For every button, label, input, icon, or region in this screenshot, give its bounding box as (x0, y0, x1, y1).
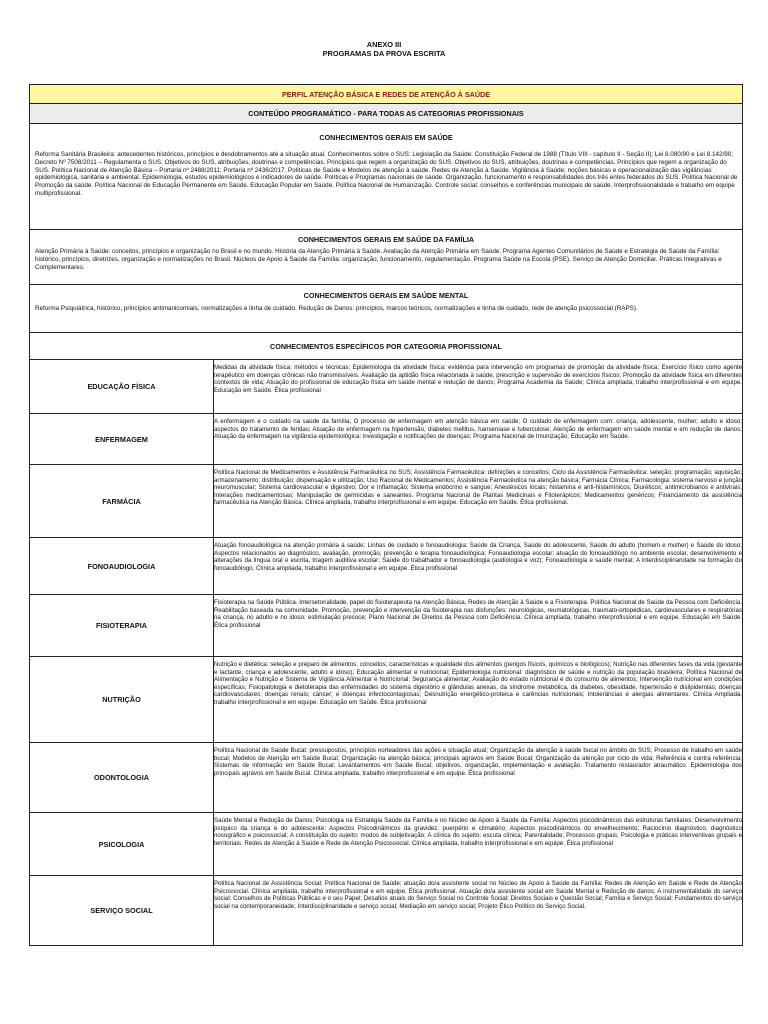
category-text: Nutrição e dietética: seleção e preparo de alimentos; conceitos, características e qualidade dos alimentos (perigos físicos, químicos e biológicos); Nutrição nas diferentes fases da vida (gestante e lactante, criança e adolescente, adulto e idoso); Educação alimentar e nutricional; Epidemiologia nutricional: diagnóstico de saúde e nutrição da população brasileira; Política Nacional de Alimentação e Nutrição e Sistema de Vigilância Alimentar e Nutricional; Segurança alimentar; Avaliação do estado nutricional e do consumo de alimentos; Intervenção nutricional em condições específicas; Fisiopatologia e dietoterapia das enfermidades do sistema digestório e glândulas anexas, da síndrome metabólica, da diabetes, obesidade, hipertensão e dislipidemias; doenças cardiovasculares; doenças renais; câncer; e doenças infectocontagiosas; Desnutrição energético-proteica e carências nutricionais; Intolerâncias e alergias alimentares. Clínica Ampliada, trabalho interprofissional e em equipe. Educação em Saúde. Ética profissional (214, 661, 742, 706)
category-name: FARMÁCIA (30, 465, 214, 538)
annex-label: ANEXO III (366, 40, 402, 49)
category-name: ENFERMAGEM (30, 414, 214, 465)
profile-title: PERFIL ATENÇÃO BÁSICA E REDES DE ATENÇÃO À SAÚDE (30, 85, 743, 104)
category-text: Política Nacional de Saúde Bucal: pressupostos, princípios norteadores das ações e situação atual; Organização da atenção à saúde bucal no âmbito do SUS; Processo de trabalho em saúde bucal; Modelos de Atenção em Saúde Bucal; Organização na atenção básica; principais agravos em Saúde Bucal; Organização da atenção por ciclo de vida; Referência e contra referência; Sistemas de informação em Saúde Bucal; Levantamentos em Saúde Bucal; objetivos, organização, implementação e avaliação. Tratamento restaurador atraumático. Epidemiologia dos principais agravos em Saúde Bucal. Clínica ampliada, trabalho interprofissional e em equipe. Ética profissional (214, 747, 742, 777)
category-description (214, 595, 743, 657)
category-name: PSICOLOGIA (30, 813, 214, 876)
section-title: CONHECIMENTOS GERAIS EM SAÚDE (319, 133, 453, 142)
section-title: CONHECIMENTOS GERAIS EM SAÚDE DA FAMÍLIA (297, 235, 475, 244)
category-text: Política Nacional de Medicamentos e Assistência Farmacêutica no SUS; Assistência Farmacêutica: definições e conceitos; Ciclo da Assistência Farmacêutica: seleção; programação; aquisição; armazenamento; distribuição; dispensação e utilização; Uso Racional de Medicamentos; Assistência Farmacêutica na atenção básica; Farmácia Clínica; Farmacologia: sistema nervoso e junção neuromuscular; Sistema cardiovascular e digestivo; Dor e Inflamação; Sistema endócrino e sangue; Anestésicos locais; histamina e anti-histamínicos; Diuréticos; antimicrobianos e antivirais; Interações medicamentosas; Manipulação de germicidas e saneantes. Programa Nacional de Plantas Medicinais e Fitoterápicos; Medicamentos genéricos; Financiamento da assistência farmacêutica na Atenção Básica. Clínica ampliada, trabalho interprofissional e em equipe. Educação em Saúde. Ética profissional. (214, 469, 742, 507)
category-description (214, 414, 743, 465)
section-text: Reforma Psiquiátrica, histórico, princípios antimanicomiais, normatizações e linha de cuidado. Redução de Danos: princípios, marcos teóricos, normatizações e linha de cuidado, rede de atenção psicossocial (RAPS). (35, 305, 638, 312)
category-description (214, 743, 743, 813)
category-description (214, 538, 743, 595)
category-description (214, 360, 743, 414)
category-name: ODONTOLOGIA (30, 743, 214, 813)
specific-title: CONHECIMENTOS ESPECÍFICOS POR CATEGORIA PROFISSIONAL (30, 333, 743, 360)
section-text: Atenção Primária à Saúde: conceitos, princípios e organização no Brasil e no mundo. História da Atenção Primária à Saúde. Avaliação da Atenção Primária em Saúde. Programa Agentes Comunitários de Saúde e Estratégia de Saúde da Família: histórico, princípios, diretrizes, organização e normatizações no Brasil. Núcleos de Apoio à Saúde da Família: organização, funcionamento, regulamentação. Programa Saúde na Escola (PSE). Serviço de Atenção Domiciliar. Práticas Integrativas e Complementares. (35, 248, 722, 271)
category-name: FONOAUDIOLOGIA (30, 538, 214, 595)
category-text: Saúde Mental e Redução de Danos; Psicologia na Estratégia Saúde da Família e no Núcleo de Apoio à Saúde da Família; Aspectos psicodinâmicos das estruturas familiares; Desenvolvimento psíquico da criança e do adolescente; Aspectos Psicodinâmicos da gravidez, puerpério e climatério; Aspectos psicodinâmicos do envelhecimento; Raciocínio diagnóstico, diagnóstico nosográfico e psicossocial; A constituição do sujeito: modos de subjetivação; A clínica do sujeito: escuta clínica; Parentalidade; Processos grupais; Psicologia e práticas interventivas grupais e territoriais. Redes de Atenção à Saúde e Rede de Atenção Psicossocial. Clínica ampliada, trabalho interprofissional e em equipe. Ética profissional (214, 817, 742, 847)
category-text: A enfermagem e o cuidado na saúde da família; O processo de enfermagem em atenção básica em saúde; O cuidado de enfermagem com: criança, adolescente, mulher, adulto e idoso; aspectos do tratamento de feridas; Atuação de enfermagem na hipertensão, diabetes mellitus, hanseníase e tuberculose; Atenção de enfermagem em saúde mental e em redução de danos; Atuação da enfermagem na vigilância epidemiológica: investigação e notificações de doenças; Programa Nacional de Imunização; Educação em Saúde. (214, 418, 742, 441)
category-name: SERVIÇO SOCIAL (30, 876, 214, 946)
category-description (214, 876, 743, 946)
category-text: Medidas da atividade física: métodos e técnicas; Epidemiologia da atividade física: evidência para intervenção em programas de promoção da atividade física; Exercício físico como agente terapêutico em doenças crônicas não transmissíveis. Avaliação da aptidão física relacionada à saúde, prescrição e supervisão de exercícios físicos; Promoção da atividade física em diferentes contextos de vida; Atuação do profissional de educação física em saúde mental e redução de danos; Programa Academia da Saúde; Clínica ampliada, trabalho interprofissional e em equipe. Educação em Saúde. Ética profissional (214, 364, 742, 394)
document-title: PROGRAMAS DA PROVA ESCRITA (322, 49, 446, 58)
program-title: CONTEÚDO PROGRAMÁTICO - PARA TODAS AS CATEGORIAS PROFISSIONAIS (30, 104, 743, 124)
section-text: Reforma Sanitária Brasileira: antecedentes históricos, princípios e desdobramentos até a situação atual. Conhecimentos sobre o SUS: Legislação da Saúde: Constituição Federal de 1988 (Título VIII - capítulo II - Seção II); Lei 8.080/90 e Lei 8.142/90; Decreto Nº 7508/2011 – Regulamenta o SUS. Objetivos do SUS, atribuições, doutrinas e competências. Princípios que regem a organização do SUS. Objetivos do SUS, atribuições, doutrinas e competências. Princípios que regem a organização do SUS. Política Nacional de Atenção Básica – Portaria nº 2488/2011; Portaria nº 2436/2017. Políticas de Saúde e Modelos de atenção à saúde. Redes de Atenção à Saúde. Vigilância à Saúde: noções básicas e operacionalização das vigilâncias epidemiológica, sanitária e ambiental. Epidemiologia, estudos epidemiológicos e indicadores de saúde. Políticas e Programas nacionais de saúde. Organização, funcionamento e responsabilidades dos três entes federados do SUS. Política Nacional de Promoção da saúde. Política Nacional de Educação Permanente em Saúde. Educação Popular em Saúde. Política Nacional de Humanização. Controle social: conselhos e conferências municipais de saúde. Interprofissionalidade e trabalho em equipe multiprofissional. (35, 151, 738, 197)
category-text: Fisioterapia na Saúde Pública. Intersetorialidade, papel do fisioterapeuta na Atenção Básica, Redes de Atenção à Saúde e a Fisioterapia. Política Nacional de Saúde da Pessoa com Deficiência. Reabilitação baseada na comunidade. Promoção, prevenção e intervenção da fisioterapia nas disfunções: neurológicas, reumatológicas, traumato-ortopédicas, cardiovasculares e respiratórias na criança, no adulto e no idoso; estimulação precoce; Plano Nacional de Direitos da Pessoa com Deficiência. Clínica ampliada, trabalho interprofissional e em equipe. Educação em Saúde. Ética profissional (214, 599, 742, 629)
category-name: EDUCAÇÃO FÍSICA (30, 360, 214, 414)
category-name: FISIOTERAPIA (30, 595, 214, 657)
section-family-health (30, 230, 743, 285)
category-description (214, 813, 743, 876)
category-text: Política Nacional de Assistência Social; Política Nacional de Saúde; atuação do/a assistente social no Núcleo de Apoio à Saúde da Família; Redes de Atenção em Saúde e Rede de Atenção Psicossocial. Clínica ampliada, trabalho interprofissional e em equipe. Ética profissional. Atuação do/a assistente social em Saúde Mental e Redução de danos; A instrumentalidade do serviço social; Conselhos de Políticas Públicas e o seu Papel; Desafios atuais do Serviço Social no Controle Social; Direitos Sociais e Questão Social; Família e Serviço Social; Fundamentos do serviço social na contemporaneidade; Interdisciplinaridade e serviço social; Mediação em serviço social; Projeto Ético Político do Serviço Social. (214, 880, 742, 910)
category-text: Atuação fonoaudiológica na atenção primária à saúde; Linhas de cuidado e fonoaudiologia: Saúde da Criança, Saúde do adolescente, Saúde do adulto (homem e mulher) e Saúde do Idoso; Aspectos relacionados ao diagnóstico, avaliação, promoção, prevenção e terapia fonoaudiológica; Fonoaudiologia escolar: atuação do fonoaudiólogo no ambiente escolar, desenvolvimento e alterações da língua oral e escrita, triagem auditiva escolar; Saúde do trabalhador e fonoaudiologia (audiologia e voz); Fonoaudiologia e saúde mental; A interdisciplinaridade na formação do fonoaudiólogo, Clínica ampliada, trabalho interprofissional e em equipe. Ética profissional (214, 542, 742, 572)
category-description (214, 465, 743, 538)
section-mental-health (30, 285, 743, 333)
category-description (214, 657, 743, 743)
category-name: NUTRIÇÃO (30, 657, 214, 743)
program-table (29, 84, 743, 946)
section-general-health (30, 124, 743, 230)
section-title: CONHECIMENTOS GERAIS EM SAÚDE MENTAL (303, 291, 469, 300)
